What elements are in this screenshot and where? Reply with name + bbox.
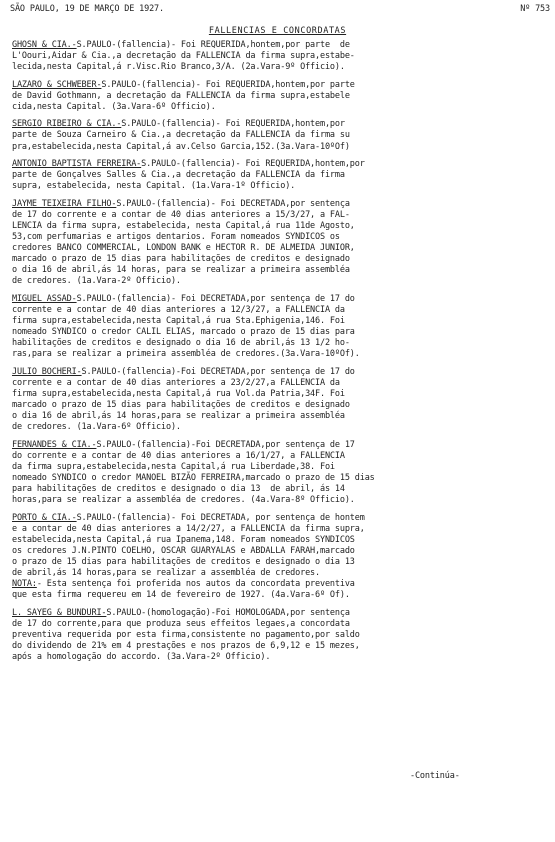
firm-name: GHOSN & CIA.-	[12, 40, 77, 50]
entry-line	[12, 51, 540, 62]
entry-text: - Esta sentença foi proferida nos autos da concordata preventiva	[36, 579, 355, 590]
entry-line	[12, 338, 540, 349]
entry-line	[12, 590, 540, 601]
firm-name: JAYME TEIXEIRA FILHO-	[12, 198, 117, 209]
entry-text: S.PAULO-(fallencia)- Foi DECRETADA,por sentença	[116, 198, 350, 209]
entry-line	[12, 630, 540, 641]
entry-line	[12, 142, 540, 153]
continues-note: -Continúa-	[410, 771, 460, 781]
entry-text: para habilitações de creditos e designado o dia 13 de abril, ás 14	[12, 484, 345, 495]
entry-line	[12, 305, 540, 316]
entry-line	[12, 210, 540, 221]
entry-line	[12, 535, 540, 546]
entry	[12, 513, 540, 602]
entry-line	[12, 276, 540, 287]
entry-text: firma supra,estabelecida,nesta Capital,á rua Sta.Ephigenia,146. Foi	[12, 316, 345, 327]
entry-line	[12, 579, 540, 590]
entry-text: de credores. (1a.Vara-2º Officio).	[12, 276, 181, 287]
entry-text: corrente e a contar de 40 dias anteriores a 23/2/27,a FALLENCIA da	[12, 377, 340, 388]
entry-line	[12, 349, 540, 360]
entry-line	[12, 568, 540, 579]
entry-line	[12, 484, 540, 495]
entry-text: da firma supra,estabelecida,nesta Capital,á rua Liberdade,38. Foi	[12, 461, 335, 472]
entry-text: supra, estabelecida, nesta Capital. (1a.Vara-1º Officio).	[12, 181, 296, 192]
entry-line	[12, 378, 540, 389]
entry-text: o prazo de 15 dias para habilitações de creditos e designado o dia 13	[12, 557, 355, 568]
header-date: SÃO PAULO, 19 DE MARÇO DE 1927.	[10, 4, 164, 14]
entry-text: S.PAULO-(fallencia)- Foi REQUERIDA,hontem,por parte	[101, 79, 355, 90]
entry-line	[12, 411, 540, 422]
entry-line	[12, 546, 540, 557]
entry-text: o dia 16 de abril,ás 14 horas,para se realizar a primeira assembléa	[12, 411, 345, 422]
entry-text: firma supra,estabelecida,nesta Capital,á rua Vol.da Patria,34F. Foi	[12, 388, 345, 399]
entry-line	[12, 400, 540, 411]
entry-line	[12, 181, 540, 192]
entry-text: S.PAULO-(fallencia)- Foi REQUERIDA,hontem,por	[121, 119, 345, 130]
entry-text: lecida,nesta Capital,á r.Visc.Rio Branco,3/A. (2a.Vara-9º Officio).	[12, 62, 345, 73]
firm-name: PORTO & CIA.-	[12, 512, 77, 523]
entry-line	[12, 389, 540, 400]
entry-text: o dia 16 de abril,ás 14 horas, para se realizar a primeira assembléa	[12, 265, 350, 276]
entry-line	[12, 265, 540, 276]
entry-line	[12, 513, 540, 524]
section-title: FALLENCIAS E CONCORDATAS	[208, 26, 347, 36]
entry-text: os credores J.N.PINTO COELHO, OSCAR GUARYALAS e ABDALLA FARAH,marcado	[12, 545, 355, 556]
entry-text: S.PAULO-(fallencia)- Foi DECRETADA,por sentença de 17 do	[76, 293, 355, 304]
entry-line	[12, 327, 540, 338]
entry-text: e a contar de 40 dias anteriores a 14/2/27, a FALLENCIA da firma supra,	[12, 523, 365, 534]
entry-text: LENCIA da firma supra, estabelecida, nesta Capital,á rua 11de Agosto,	[12, 220, 355, 231]
entry-text: habilitações de creditos e designado o dia 16 de abril,ás 13 1/2 ho-	[12, 338, 350, 349]
entry-line	[12, 91, 540, 102]
entry-line	[12, 221, 540, 232]
entry-text: S.PAULO-(fallencia)- Foi DECRETADA, por sentença de hontem	[76, 512, 365, 523]
entry-text: do corrente e a contar de 40 dias anteriores a 16/1/27, a FALLENCIA	[12, 450, 345, 461]
entry-text: nomeado SYNDICO o credor CALIL ELIAS, marcado o prazo de 15 dias para	[12, 327, 355, 338]
entry-text: corrente e a contar de 40 dias anteriores a 12/3/27, a FALLENCIA da	[12, 304, 345, 315]
entries-list	[12, 40, 540, 670]
firm-name: ANTONIO BAPTISTA FERREIRA-	[12, 159, 142, 170]
entry-text: que esta firma requereu em 14 de fevereiro de 1927. (4a.Vara-6º Of).	[12, 590, 350, 601]
entry	[12, 80, 540, 113]
entry-text: horas,para se realizar a assembléa de credores. (4a.Vara-8º Officio).	[12, 495, 355, 506]
entry-line	[12, 440, 540, 451]
entry-line	[12, 159, 540, 170]
entry	[12, 119, 540, 152]
entry-line	[12, 451, 540, 462]
firm-name: L. SAYEG & BUNDURI-	[12, 607, 107, 618]
entry	[12, 367, 540, 434]
entry-line	[12, 316, 540, 327]
entry-line	[12, 524, 540, 535]
entry-text: parte de Gonçalves Salles & Cia.,a decretação da FALLENCIA da firma	[12, 170, 345, 181]
entry-text: S.PAULO-(fallencia)- Foi REQUERIDA,hontem,por parte de	[76, 40, 350, 50]
entry-line	[12, 557, 540, 568]
entry-line	[12, 102, 540, 113]
firm-name: MIGUEL ASSAD-	[12, 293, 77, 304]
entry-text: preventiva requerida por esta firma,consistente no pagamento,por saldo	[12, 630, 360, 641]
firm-name: FERNANDES & CIA.-	[12, 439, 97, 450]
entry-line	[12, 40, 540, 51]
entry	[12, 159, 540, 192]
entry-text: de credores. (1a.Vara-6º Officio).	[12, 422, 181, 433]
entry-text: após a homologação do accordo. (3a.Vara-2º Officio).	[12, 652, 271, 663]
entry-text: pra,estabelecida,nesta Capital,á av.Celso Garcia,152.(3a.Vara-10ºOf)	[12, 141, 350, 152]
entry-text: 53,com perfumarias e artigos dentarios. Foram nomeados SYNDICOS os	[12, 231, 340, 242]
entry-text: do dividendo de 21% em 4 prestações e nos prazos de 6,9,12 e 15 mezes,	[12, 641, 360, 652]
firm-name: SERGIO RIBEIRO & CIA.-	[12, 119, 122, 130]
entry-text: ras,para se realizar a primeira assembléa de credores.(3a.Vara-10ºOf).	[12, 349, 360, 360]
entry	[12, 608, 540, 663]
entry-text: estabelecida,nesta Capital,á rua Ipanema,148. Foram nomeados SYNDICOS	[12, 534, 355, 545]
entry	[12, 40, 540, 73]
entry-text: L'Oouri,Aidar & Cia.,a decretação da FALLENCIA da firma supra,estabe-	[12, 51, 355, 62]
entry-line	[12, 62, 540, 73]
entry-line	[12, 130, 540, 141]
entry-text: marcado o prazo de 15 dias para habilitações de creditos e designado	[12, 400, 350, 411]
entry-text: S.PAULO-(fallencia)- Foi REQUERIDA,hontem,por	[141, 159, 365, 170]
bulletin-number: Nº 753	[520, 4, 550, 14]
entry-text: parte de Souza Carneiro & Cia.,a decretação da FALLENCIA da firma su	[12, 130, 350, 141]
firm-name: LAZARO & SCHWEBER-	[12, 79, 102, 90]
entry	[12, 199, 540, 288]
entry-line	[12, 608, 540, 619]
entry-text: de 17 do corrente e a contar de 40 dias anteriores a 15/3/27, a FAL-	[12, 209, 350, 220]
entry-line	[12, 170, 540, 181]
entry-text: credores BANCO COMMERCIAL, LONDON BANK e HECTOR R. DE ALMEIDA JUNIOR,	[12, 243, 355, 254]
firm-name: NOTA:	[12, 579, 37, 590]
page-header	[10, 4, 550, 16]
entry-text: de 17 do corrente,para que produza seus effeitos legaes,a concordata	[12, 618, 350, 629]
entry-text: marcado o prazo de 15 dias para habilitações de creditos e designado	[12, 254, 350, 265]
entry-text: S.PAULO-(fallencia)-Foi DECRETADA,por sentença de 17	[96, 439, 355, 450]
entry-line	[12, 495, 540, 506]
entry-line	[12, 367, 540, 378]
entry-line	[12, 462, 540, 473]
entry-line	[12, 243, 540, 254]
entry-text: cida,nesta Capital. (3a.Vara-6º Officio).	[12, 101, 216, 112]
entry-text: nomeado SYNDICO o credor MANOEL BIZÃO FERREIRA,marcado o prazo de 15 dias	[12, 473, 375, 484]
entry-line	[12, 294, 540, 305]
entry-line	[12, 199, 540, 210]
firm-name: JULIO BOCHERI-	[12, 366, 82, 377]
entry-line	[12, 619, 540, 630]
entry	[12, 294, 540, 361]
entry-text: de David Gothmann, a decretação da FALLENCIA da firma supra,estabele	[12, 90, 350, 101]
entry	[12, 440, 540, 507]
entry-line	[12, 641, 540, 652]
entry-line	[12, 232, 540, 243]
entry-line	[12, 422, 540, 433]
entry-text: S.PAULO-(homologação)-Foi HOMOLOGADA,por sentença	[106, 607, 350, 618]
entry-line	[12, 652, 540, 663]
entry-line	[12, 119, 540, 130]
entry-text: de abril,ás 14 horas,para se realizar a assembléa de credores.	[12, 568, 320, 579]
entry-line	[12, 80, 540, 91]
entry-line	[12, 473, 540, 484]
entry-text: S.PAULO-(fallencia)-Foi DECRETADA,por sentença de 17 do	[81, 366, 355, 377]
entry-line	[12, 254, 540, 265]
